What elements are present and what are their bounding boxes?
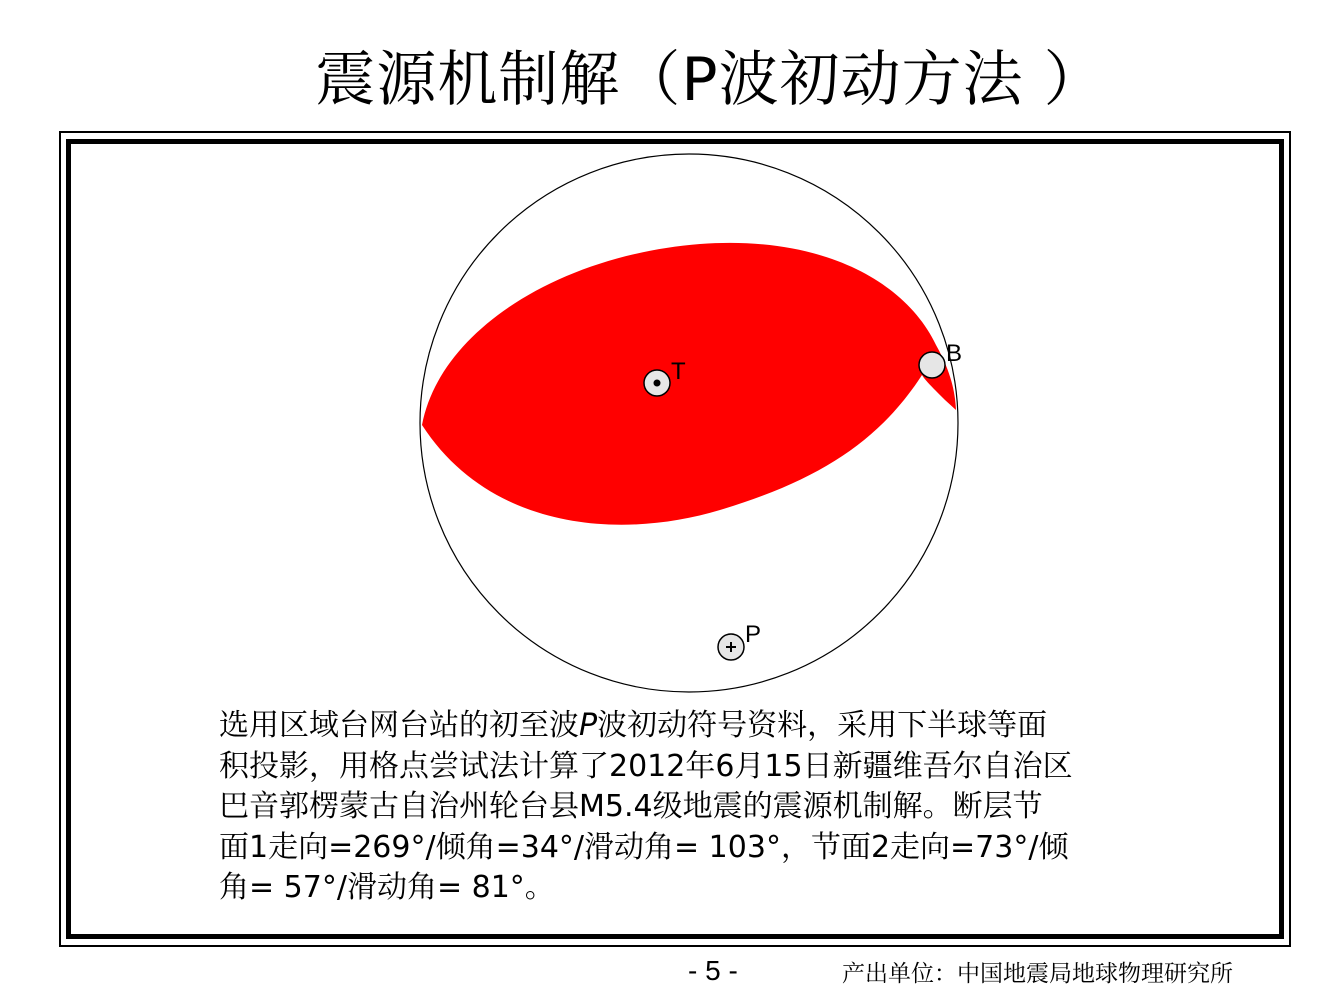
b-axis-symbol (919, 352, 945, 378)
slide-title: 震源机制解（P波初动方法 ） (315, 45, 1105, 115)
mechanism-description (219, 706, 1179, 909)
t-axis-dot-icon (654, 380, 661, 387)
description-italic-p: P (579, 708, 598, 743)
t-axis-label: T (671, 358, 686, 385)
p-axis-label: P (745, 621, 762, 648)
producer-credit: 产出单位：中国地震局地球物理研究所 (842, 961, 1233, 987)
description-part1: 选用区域台网台站的初至波 (219, 708, 579, 743)
description-part2: 波初动符号资料，采用下半球等面 积投影，用格点尝试法计算了2012年6月15日新疆维吾尔自治区 巴音郭楞蒙古自治州轮台县M5.4级地震的震源机制解。断层节 面1走向=269°/倾角=34°/滑动角= 103°，节面2走向=73°/倾 角= 57°/滑动角= 81°。 (219, 708, 1073, 905)
page-number: - 5 - (688, 955, 738, 986)
b-axis-label: B (946, 340, 963, 367)
